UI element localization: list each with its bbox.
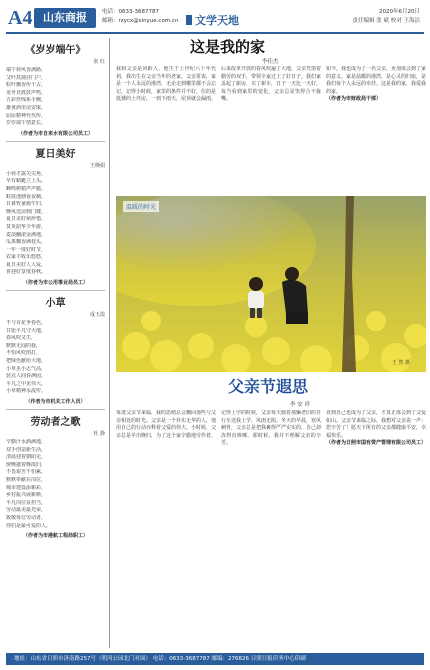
masthead (6, 4, 424, 34)
article-column (221, 410, 321, 448)
article-text: 如今，我也成为了一名父亲，更加体会到了家的意义。家是温暖的港湾，是心灵的归宿，是我们每个人永远的牵挂。这是我的家，我爱我的家。 (326, 66, 426, 95)
photo-credit: 王 然 摄 (391, 360, 410, 366)
poem-line: 龙舟竞渡鼓声鸣， (6, 89, 47, 96)
article-credit: （作者为日照市国有资产管理有限公司员工） (326, 440, 426, 447)
contact-info (102, 8, 178, 26)
poem-line: 五彩丝线系手腕， (6, 97, 47, 104)
poem-title: 《岁岁端午》 (25, 45, 86, 56)
poem-line: 莫负韶华少年游， (6, 223, 47, 230)
poem-author: 杜 静 (93, 431, 105, 437)
poem-line: 小荷才露尖尖角， (6, 170, 47, 177)
poem-line: 雄黄酒里话安康， (6, 104, 47, 111)
father-article-author: 李 安 祥 (290, 402, 310, 408)
poem-line: 默默无闻的我， (6, 342, 42, 349)
poem-line: 不怕风吹雨打， (6, 350, 42, 357)
poem-line: 装点人间春满园， (6, 373, 47, 380)
poem-line: 平凡之中见伟大， (6, 380, 47, 387)
poem-line: 蛙鼓池塘夜夜稠， (6, 193, 47, 200)
article-text: 记得上学的时候，父亲每天骑着那辆老旧的自行车送我上学，风雨无阻。冬天的早晨，寒风刺骨，父亲总是把我裹得严严实实的，自己却冻得直哆嗦。那时候，我并不理解父亲的辛苦。 (221, 410, 321, 447)
poem-column (6, 38, 110, 648)
poem-line: 一年一度好时节， (6, 246, 47, 253)
poem-credit: （作者为市机关工作人员） (25, 399, 86, 405)
father-article-body (116, 410, 426, 646)
poem-line: 傍晚披着晚霞归， (6, 461, 47, 468)
divider (6, 290, 105, 291)
page-footer: 地址：山东省日照市济南路257号（明河公园北门对面） 电话：0633-3687787 邮编：276826 日照日报印务中心印刷 (6, 653, 424, 665)
poem-title: 夏日美好 (35, 148, 76, 160)
poem-author: 王焕娟 (89, 162, 105, 169)
article-text: 直到自己也成为了父亲，才真正体会到了父爱如山。父亲节来临之际，我想对父亲说一声：您辛苦了！愿天下所有的父亲都健康平安，幸福快乐。 (326, 410, 426, 439)
poem-line: 城市建设添新彩， (6, 484, 47, 491)
poem-line: 不与百花争春色， (6, 320, 47, 327)
poem-line: 岁岁端午情意长。 (6, 120, 47, 127)
poem-line: 致敬每位劳动者， (6, 514, 47, 521)
article-text: 我和父亲是同龄人，他生于上世纪六十年代初，我出生在父亲当年的老家。父亲常说，家是一个人永远的港湾，无论走到哪里都不会忘记。记得小时候，家里的条件并不好，住的是低矮的土坯房，一到下雨天，屋顶就会漏雨。 (116, 66, 216, 103)
poem-title: 劳动者之歌 (30, 417, 81, 428)
father-article-title: 父亲节遐思 (228, 377, 309, 396)
divider (6, 141, 105, 142)
poem-line: 早有蜻蜓立上头， (6, 178, 47, 185)
article-column (116, 410, 216, 440)
poem-line: 春风吹又生， (6, 335, 37, 342)
issue-date: 2020年6月20日 (379, 9, 420, 15)
poem-line: 双手创造新生活， (6, 446, 47, 453)
poem-line: 默默奉献在岗位， (6, 476, 47, 483)
poem-1 (6, 41, 105, 137)
poem-line: 你们是最可爱的人。 (6, 522, 52, 529)
poem-3 (6, 294, 105, 405)
email-text: 邮箱：rzycx@sinyue.com.cn (102, 18, 179, 24)
poem-line: 屈原精神代代传， (6, 112, 47, 119)
poem-line: 晚风送凉到门楼， (6, 208, 47, 215)
poem-line: 平凡岗位显担当， (6, 499, 47, 506)
poem-line: 乡村振兴展新颜， (6, 492, 47, 499)
poem-credit: （作者为市自来水有限公司员工） (17, 130, 93, 137)
phone-text: 电话：0633-3687787 (102, 9, 159, 15)
article-column (116, 66, 216, 104)
poem-line: 蝉鸣树梢声声脆， (6, 185, 47, 192)
page-number: A4 (8, 7, 33, 29)
article-column (221, 66, 321, 104)
article-credit: （作者为市财政局干部） (326, 96, 382, 103)
photo-illustration (116, 196, 426, 372)
newspaper-logo: 山东商报 (34, 8, 96, 28)
poem-credit: （作者为市港航工程局职工） (22, 533, 88, 540)
article-text: 后来改革开放的春风吹遍了大地，父亲凭借着勤劳的双手，带领全家过上了好日子。我们家盖起了新房，买了新车，日子一天比一天好。每当看到家里的变化，父亲总是笑得合不拢嘴。 (221, 66, 321, 103)
article-author: 李佳杰 (262, 59, 279, 65)
poem-line: 把绿色献给大地， (6, 358, 47, 365)
editor-credits: 责任编辑 张 斌 校对 王海洁 (352, 18, 420, 24)
poem-line: 瓜果飘香满枝头， (6, 239, 47, 246)
poem-line: 清晨迎着朝阳走， (6, 454, 47, 461)
article-body (116, 66, 426, 194)
poem-line: 不畏艰苦不怕累， (6, 469, 47, 476)
poem-line: 喜迎好景度春秋。 (6, 269, 47, 276)
photo-caption: 温暖的时光 (123, 201, 159, 212)
poem-line: 粽叶飘香传千古， (6, 82, 47, 89)
poem-2 (6, 145, 105, 286)
poem-author: 张 红 (93, 59, 105, 65)
article-text: 每逢父亲节来临，我的思绪总会飘回那些与父亲相处的时光。父亲是一个朴实无华的人，他用自己的行动诠释着父爱的伟大。小时候，父亲总是早出晚归，为了这个家辛勤地劳作着。 (116, 410, 216, 439)
article-column (326, 410, 426, 448)
section-title: 文学天地 (186, 12, 239, 28)
poem-line: 艾叶菖蒲挂门户， (6, 74, 47, 81)
poem-line: 日暮牧童骑牛归， (6, 201, 47, 208)
poem-line: 端午荷风香满路， (6, 67, 47, 73)
poem-line: 甘愿平凡守大地， (6, 327, 47, 334)
poem-line: 农家丰收乐悠悠， (6, 254, 47, 261)
poem-line: 辛勤汗水洒满地， (6, 439, 47, 445)
poem-title: 小草 (45, 298, 66, 310)
poem-4 (6, 413, 105, 539)
poem-line: 夏日美好须珍惜， (6, 216, 47, 223)
poem-line: 小草虽小志气高， (6, 365, 47, 372)
poem-line: 劳动最美最光荣， (6, 507, 47, 514)
article-column (326, 66, 426, 104)
article-title: 这是我的家 (190, 38, 266, 56)
divider (6, 409, 105, 410)
poem-line: 小草精神永流传。 (6, 388, 47, 395)
feature-photo (116, 196, 426, 372)
poem-line: 麦浪翻滚金满地， (6, 231, 47, 238)
poem-author: 成玉霞 (89, 312, 105, 319)
poem-credit: （作者为市公用事业局员工） (22, 280, 88, 287)
dateline (353, 8, 421, 26)
poem-line: 夏日美好人人爱， (6, 261, 47, 268)
